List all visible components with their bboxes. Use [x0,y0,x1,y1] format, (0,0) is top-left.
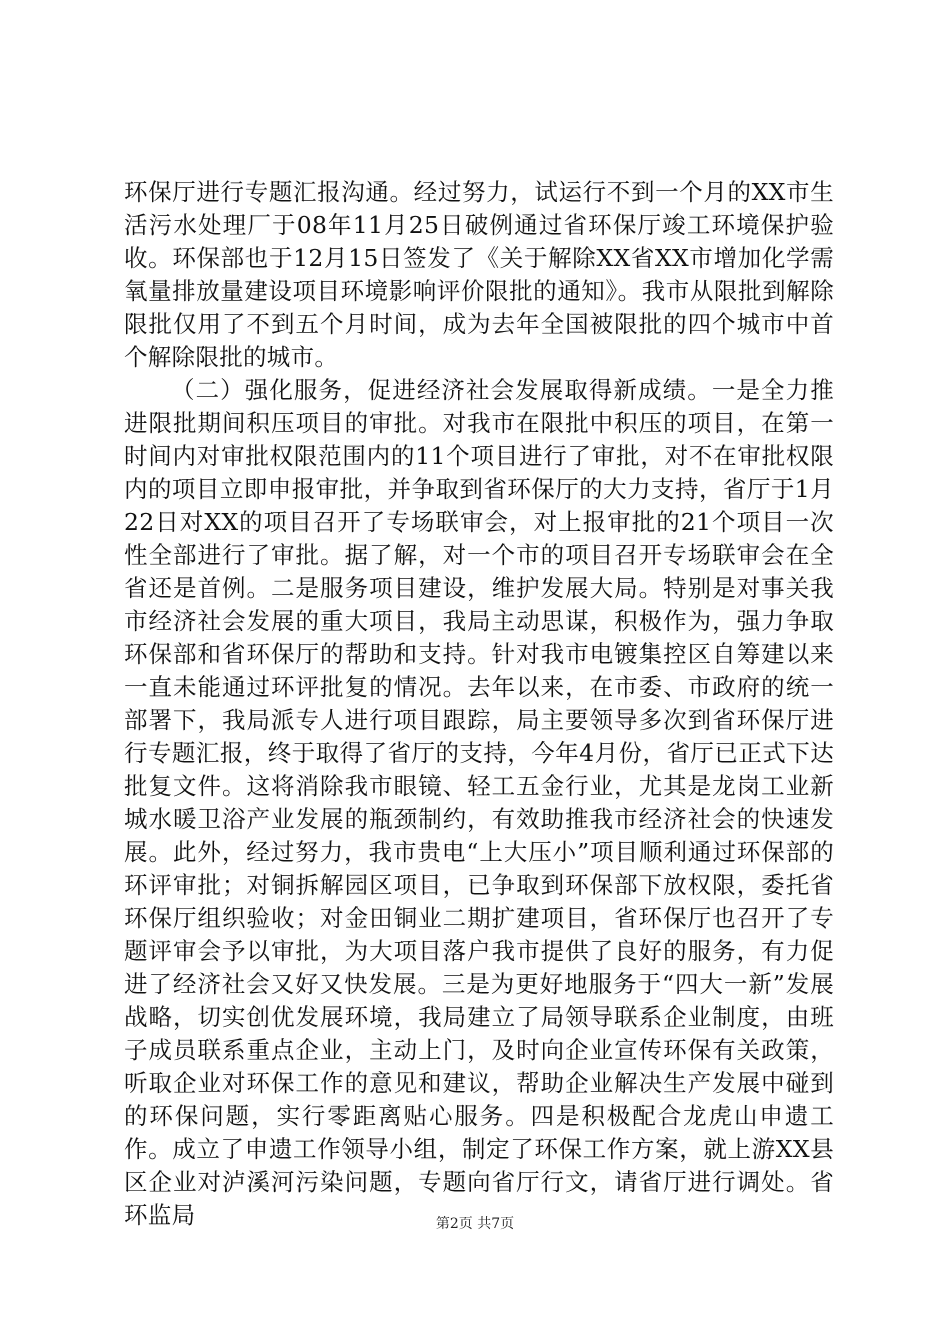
paragraph-1: 环保厅进行专题汇报沟通。经过努力，试运行不到一个月的XX市生活污水处理厂于08年11月25日破例通过省环保厅竣工环境保护验收。环保部也于12月15日签发了《关于解除XX省XX市增加化学需氧量排放量建设项目环境影响评价限批的通知》。我市从限批到解除限批仅用了不到五个月时间，成为去年全国被限批的四个城市中首个解除限批的城市。 [124,178,834,371]
page-footer [0,1214,950,1234]
page-number: 第2页 [435,1216,473,1232]
page-total: 共7页 [477,1216,515,1232]
paragraph-2: （二）强化服务，促进经济社会发展取得新成绩。一是全力推进限批期间积压项目的审批。对我市在限批中积压的项目，在第一时间内对审批权限范围内的11个项目进行了审批，对不在审批权限内的项目立即申报审批，并争取到省环保厅的大力支持，省厅于1月22日对XX的项目召开了专场联审会，对上报审批的21个项目一次性全部进行了审批。据了解，对一个市的项目召开专场联审会在全省还是首例。二是服务项目建设，维护发展大局。特别是对事关我市经济社会发展的重大项目，我局主动思谋，积极作为，强力争取环保部和省环保厅的帮助和支持。针对我市电镀集控区自筹建以来一直未能通过环评批复的情况。去年以来，在市委、市政府的统一部署下，我局派专人进行项目跟踪，局主要领导多次到省环保厅进行专题汇报，终于取得了省厅的支持，今年4月份，省厅已正式下达批复文件。这将消除我市眼镜、轻工五金行业，尤其是龙岗工业新城水暖卫浴产业发展的瓶颈制约，有效助推我市经济社会的快速发展。此外，经过努力，我市贵电“上大压小”项目顺利通过环保部的环评审批；对铜拆解园区项目，已争取到环保部下放权限，委托省环保厅组织验收；对金田铜业二期扩建项目，省环保厅也召开了专题评审会予以审批，为大项目落户我市提供了良好的服务，有力促进了经济社会又好又快发展。三是为更好地服务于“四大一新”发展战略，切实创优发展环境，我局建立了局领导联系企业制度，由班子成员联系重点企业，主动上门，及时向企业宣传环保有关政策，听取企业对环保工作的意见和建议，帮助企业解决生产发展中碰到的环保问题，实行零距离贴心服务。四是积极配合龙虎山申遗工作。成立了申遗工作领导小组，制定了环保工作方案，就上游XX县区企业对泸溪河污染问题，专题向省厅行文，请省厅进行调处。省环监局 [124,376,834,1229]
document-body [124,176,834,1232]
